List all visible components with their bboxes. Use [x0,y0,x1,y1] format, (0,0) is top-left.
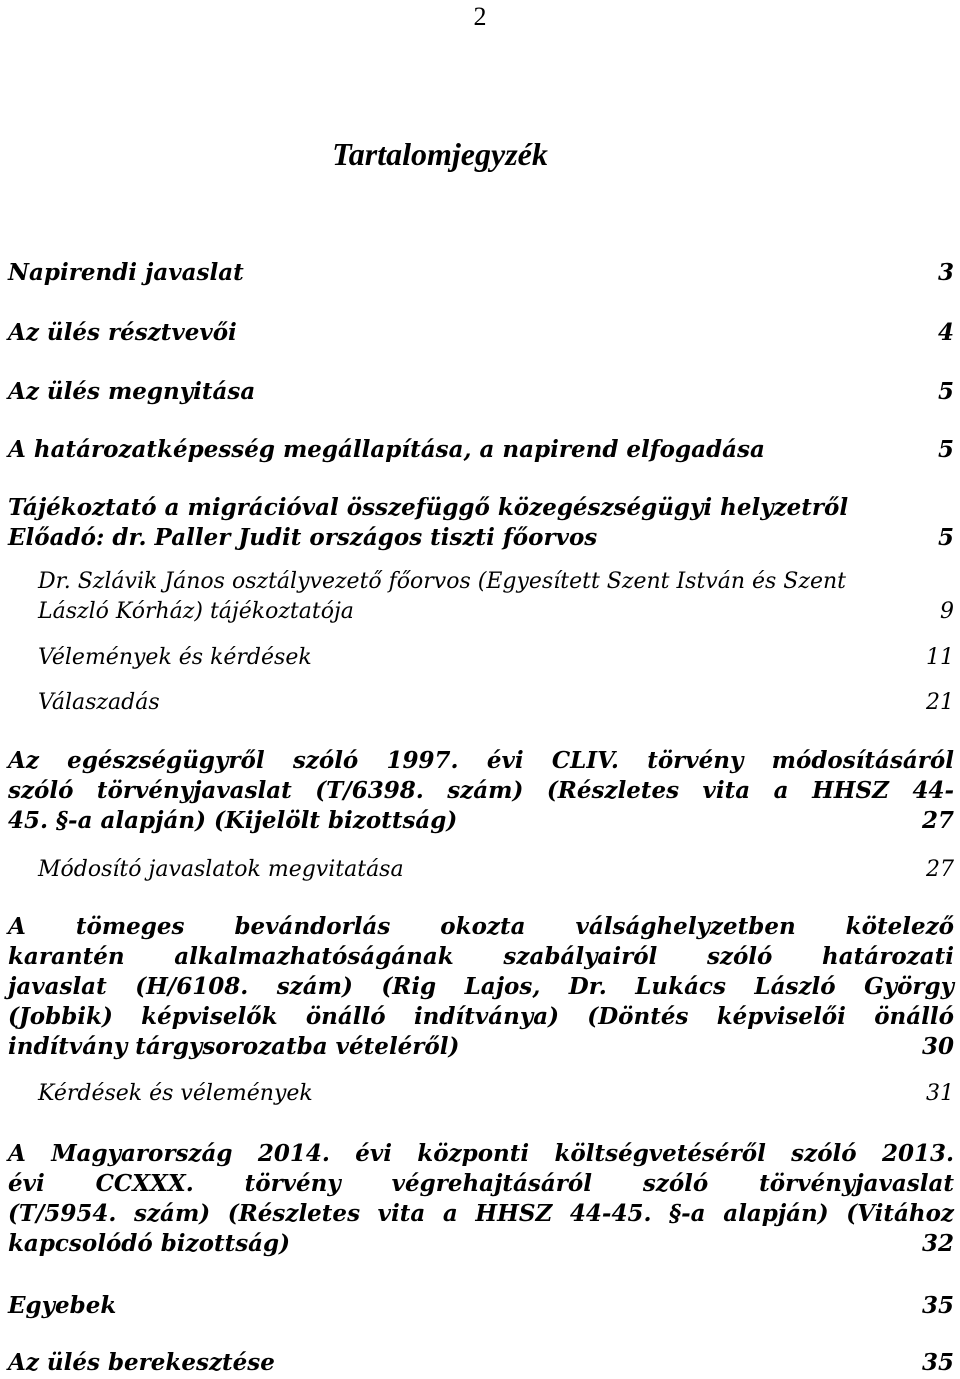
toc-entry-az-ules-megnyitasa[interactable] [8,377,954,407]
toc-entry-az-ules-resztvevoi[interactable] [8,318,954,348]
toc-entry-label-line: Az egészségügyről szóló 1997. évi CLIV. törvény módosításáról [8,747,954,774]
toc-entry-label: Az ülés résztvevői [8,319,237,346]
toc-entry-egyebek[interactable] [8,1291,954,1321]
toc-entry-label-line: Tájékoztató a migrációval összefüggő közegészségügyi helyzetről [8,494,849,521]
toc-entry-page-number: 5 [937,436,954,463]
toc-entry-label-line: karantén alkalmazhatóságának szabályairól szóló határozati [8,943,954,970]
toc-entry-page-number: 11 [926,645,954,670]
toc-entry-page-number: 21 [926,690,954,715]
toc-entry-page-number: 27 [926,857,954,882]
toc-entry-az-ules-berekesztese[interactable] [8,1348,954,1378]
toc-entry-label: A határozatképesség megállapítása, a napirend elfogadása [8,436,765,463]
toc-entry-label: Kérdések és vélemények [38,1081,313,1106]
toc-entry-label-line: A tömeges bevándorlás okozta válsághelyzetben kötelező [8,913,954,940]
toc-entry-koltsegvetes-torvenyjavaslat[interactable] [8,1139,954,1259]
toc-entry-page-number: 27 [921,807,954,834]
toc-entry-page-number: 35 [921,1292,954,1319]
toc-entry-szlavik-tajekoztatoja[interactable] [38,567,954,627]
toc-entry-label: Egyebek [8,1292,117,1319]
toc-entry-label-line: évi CCXXX. törvény végrehajtásáról szóló törvényjavaslat [8,1170,954,1197]
toc-entry-label-line: László Kórház) tájékoztatója [38,599,354,624]
toc-entry-label: Az ülés berekesztése [8,1349,275,1376]
toc-entry-page-number: 35 [921,1349,954,1376]
toc-entry-modosito-javaslatok[interactable] [38,855,954,885]
toc-entry-page-number: 9 [940,599,954,624]
page-number: 2 [473,2,487,31]
toc-entry-label: Válaszadás [38,690,160,715]
toc-entry-napirendi-javaslat[interactable] [8,258,954,288]
toc-entry-label-line: kapcsolódó bizottság) [8,1230,291,1257]
toc-entry-label-line: javaslat (H/6108. szám) (Rig Lajos, Dr. Lukács László György [8,973,954,1000]
toc-entry-egeszsegugyi-torveny[interactable] [8,746,954,836]
toc-entry-page-number: 3 [937,259,954,286]
toc-entry-karanten-hatarozati-javaslat[interactable] [8,912,954,1062]
toc-entry-label: Módosító javaslatok megvitatása [38,857,404,882]
toc-entry-label-line: indítvány tárgysorozatba vételéről) [8,1033,460,1060]
toc-entry-label: Vélemények és kérdések [38,645,312,670]
toc-entry-page-number: 4 [937,319,954,346]
toc-entry-page-number: 5 [937,378,954,405]
toc-entry-label-line: 45. §-a alapján) (Kijelölt bizottság) [8,807,458,834]
toc-entry-hatarozatkepesseg[interactable] [8,435,954,465]
toc-entry-page-number: 5 [937,524,954,551]
toc-entry-label-line: (T/5954. szám) (Részletes vita a HHSZ 44-45. §-a alapján) (Vitához [8,1200,954,1227]
toc-entry-label-line: Előadó: dr. Paller Judit országos tiszti főorvos [8,524,598,551]
toc-title: Tartalomjegyzék [332,136,548,172]
toc-entry-page-number: 32 [921,1230,954,1257]
toc-entry-page-number: 30 [921,1033,954,1060]
toc-entry-velemenyek-es-kerdesek[interactable] [38,643,954,673]
toc-entry-label: Napirendi javaslat [8,259,244,286]
toc-entry-label-line: (Jobbik) képviselők önálló indítványa) (Döntés képviselői önálló [8,1003,954,1030]
toc-entry-label: Az ülés megnyitása [8,378,256,405]
toc-entry-migracio-tajekoztato[interactable] [8,493,954,553]
toc-entry-page-number: 31 [926,1081,954,1106]
toc-entry-label-line: Dr. Szlávik János osztályvezető főorvos (Egyesített Szent István és Szent [38,569,846,594]
toc-entry-valaszadas[interactable] [38,688,954,718]
toc-entry-label-line: szóló törvényjavaslat (T/6398. szám) (Részletes vita a HHSZ 44- [8,777,954,804]
toc-entry-kerdesek-es-velemenyek[interactable] [38,1079,954,1109]
toc-entry-label-line: A Magyarország 2014. évi központi költségvetéséről szóló 2013. [8,1140,954,1167]
